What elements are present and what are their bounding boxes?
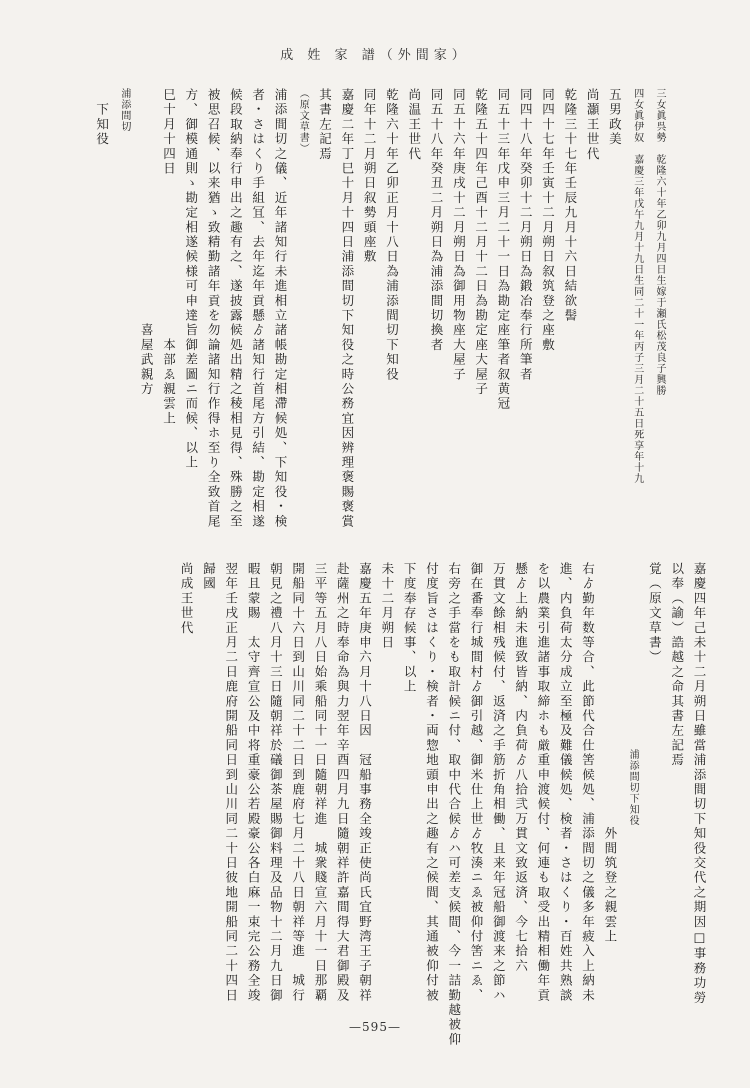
text-column: 同五十八年癸丑二月朔日為浦添間切換者 (429, 88, 445, 353)
text-column: 候段取納奉行申出之趣有之、遂披露候処出精之稜相見得、殊勝之至 (228, 88, 244, 529)
text-column: 者・さはくり手組冝、去年迄年貢懸ゟ諸知行首尾方引結、勘定相遂 (250, 88, 266, 529)
text-column: を以農業引進諸事取締ホも厳重申渡候付、何連も取受出精相働年貢 (535, 562, 551, 1003)
text-column: 尚灝王世代 (585, 88, 601, 162)
text-column: 歸國 (201, 562, 217, 592)
text-column: 乾隆五十四年己酉十二月十二日為勘定座大屋子 (473, 88, 489, 397)
text-column: 乾隆三十七年壬辰九月十六日結欲髻 (562, 88, 578, 324)
text-column: 万貫文餘相残候付、返済之手筋折角相働、且来年冠船御渡来之節ハ (491, 562, 507, 1003)
text-column: 懸ゟ上納未進致皆納、内負荷ゟ八拾弐万貫文致返済、今七拾六 (513, 562, 529, 974)
text-column: 浦添間切 (118, 88, 130, 132)
page-header-title: 成 姓 家 譜（外間家） (280, 48, 470, 63)
text-column: 下知役 (94, 88, 110, 147)
text-column: 付度旨さはくり・検者・両惣地頭申出之趣有之候間、其通被仰付被 (424, 562, 440, 1003)
text-column: 同年十二月朔日叙勢頭座敷 (362, 88, 378, 265)
text-column: 嘉慶四年己未十二月朔日雖當浦添間切下知役交代之期因□事務功勞 (692, 562, 707, 1006)
text-column: 嘉慶五年庚申六月十八日因 冠船事務全竣正使尚氏宜野湾王子朝祥 (357, 562, 373, 1003)
text-column: 開船同十六日到山川同二十二日到鹿府七月二十八日朝祥等進 城行 (290, 562, 306, 1003)
text-column: 同五十六年庚戌十二月朔日為御用物座大屋子 (451, 88, 467, 382)
text-column: 尚成王世代 (179, 562, 195, 636)
text-column: 浦添間切下知役 (627, 562, 639, 826)
text-column: 其書左記焉 (317, 88, 333, 162)
text-column: 覚（原文草書） (647, 562, 663, 665)
text-column: 三平等五月八日始乘船同十一日隨朝祥進 城衆賤宣六月十一日那覇 (312, 562, 328, 1003)
text-column: 同四十七年壬寅十二月朔日叙筑登之座敷 (540, 88, 556, 353)
text-column: 三女眞呉勢 乾隆六十年乙卯九月四日生嫁于瀬氏松茂良子興勝 (654, 88, 665, 396)
text-column: 同五十三年戊申三月二十一日為勘定座筆者叙黄冠 (495, 88, 511, 412)
text-column: 四女眞伊奴 嘉慶三年戊午九月十九日生同二十一年丙子三月二十五日死享年十九 (631, 88, 643, 484)
text-column: 外間筑登之親雲上 (602, 562, 618, 945)
text-column: 赴薩州之時奉命為與力翌年辛酉四月九日隨朝祥許嘉間得大君御殿及 (335, 562, 351, 1003)
text-column: 喜屋武親方 (139, 88, 155, 397)
text-column: 嘉慶二年丁巳十月十四日浦添間切下知役之時公務宜因辨理褒賜褒賞 (339, 88, 355, 529)
text-column: 巳十月十四日 本部ゑ親雲上 (161, 88, 177, 427)
text-column: 乾隆六十年乙卯正月十八日為浦添間切下知役 (384, 88, 400, 382)
text-column: 下度奉存候事、以上 (402, 562, 418, 695)
text-column: 浦添間切之儀、近年諸知行未進相立諸帳勘定相滯候処、下知役・検 (272, 88, 288, 529)
text-column: 尚温王世代 (406, 88, 422, 162)
text-column: 以奉（諭）誥越之命其書左記焉 (669, 562, 685, 768)
text-column: 五男政美 (607, 88, 623, 147)
page-number: —595— (349, 1020, 401, 1034)
text-column: 未十二月朔日 (379, 562, 395, 651)
text-column: 翌年壬戌正月二日鹿府開船同日到山川同二十日彼地開船同二十四日 (223, 562, 239, 1003)
top-text-block (94, 88, 670, 529)
text-column: 御在番奉行城間村ゟ御引越、御米仕上世ゟ牧湊ニゑ被仰付筈ニゑ、 (469, 562, 485, 1003)
text-column: （原文草書） (297, 88, 309, 154)
text-column: 被思召候、以来猶ゝ致精勤諸年貢を勿論諸知行作得ホ至り全致首尾 (206, 88, 222, 529)
text-column: 方、御模通則ゝ勘定相遂候様可申達旨御差圖ニ而候、以上 (183, 88, 199, 471)
text-column: 進、内負荷太分成立至極及難儀候処、検者・さはくり・百姓共熟談 (558, 562, 574, 1003)
text-column: 右旁之手當をも取計候ニ付、取中代合候ゟハ可差支候間、今一詰勤越被仰 (446, 562, 462, 1048)
text-column: 同四十八年癸卯十二月朔日為鍛冶奉行所筆者 (518, 88, 534, 382)
text-column: 暇且蒙賜 太守齊宣公及中将重豪公若殿豪公各白麻一束完公務全竣 (246, 562, 262, 1003)
text-column: 朝見之禮八月十三日隨朝祥於礒御茶屋賜御料理及品物十二月九日御 (268, 562, 284, 1003)
text-column: 右ゟ勤年数等合、此節代合仕筈候処、浦添間切之儀多年疲入上納未 (580, 562, 596, 1003)
